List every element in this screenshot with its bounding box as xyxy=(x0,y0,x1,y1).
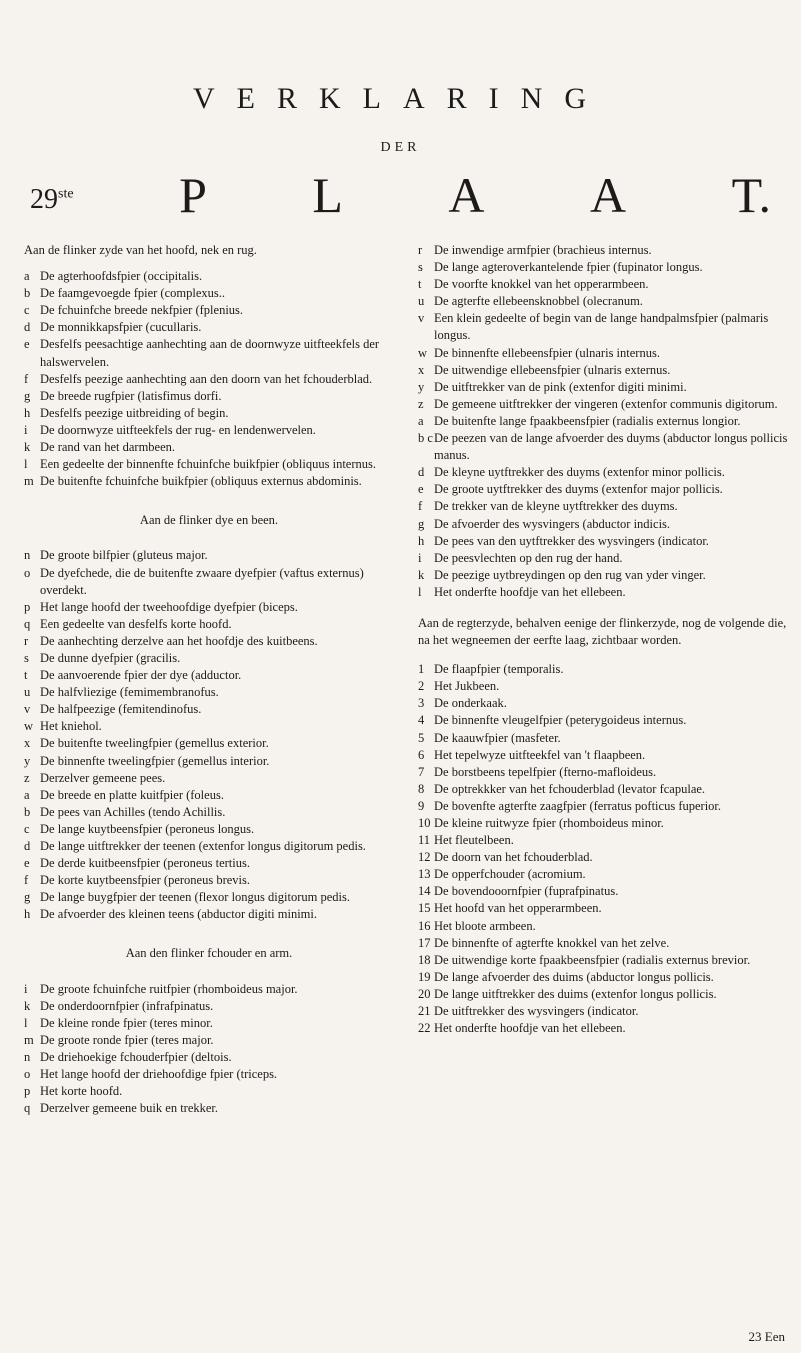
legend-item xyxy=(24,1049,394,1066)
legend-text: Een klein gedeelte of begin van de lange handpalmsfpier (palmaris longus. xyxy=(434,311,769,343)
legend-key: l xyxy=(24,457,28,472)
legend-text: De fchuinfche breede nekfpier (fplenius. xyxy=(40,303,244,318)
legend-key: 3 xyxy=(418,696,425,711)
legend-key: a xyxy=(24,787,30,802)
legend-key: f xyxy=(418,499,423,514)
legend-item xyxy=(24,998,394,1015)
legend-text: De groote fchuinfche ruitfpier (rhomboideus major. xyxy=(40,981,298,996)
legend-text: De binnenfte ellebeensfpier (ulnaris internus. xyxy=(434,345,660,360)
legend-item xyxy=(418,866,792,883)
legend-text: De buitenfte tweelingfpier (gemellus exterior. xyxy=(40,736,269,751)
legend-item xyxy=(418,712,792,729)
legend-text: De peezige uytbreydingen op den rug van yder vinger. xyxy=(434,567,706,582)
legend-key: h xyxy=(418,533,425,548)
legend-item xyxy=(418,798,792,815)
legend-key: q xyxy=(24,616,31,631)
legend-text: Derzelver gemeene buik en trekker. xyxy=(40,1101,219,1116)
legend-key: 17 xyxy=(418,935,431,950)
legend-item xyxy=(24,302,394,319)
legend-key: 2 xyxy=(418,679,425,694)
legend-item xyxy=(24,1032,394,1049)
legend-key: 6 xyxy=(418,747,425,762)
legend-text: Het tepelwyze uitfteekfel van 't flaapbeen. xyxy=(434,747,646,762)
legend-item xyxy=(418,747,792,764)
legend-key: 18 xyxy=(418,952,431,967)
legend-item xyxy=(24,456,394,473)
legend-item xyxy=(24,981,394,998)
legend-text: De voorfte knokkel van het opperarmbeen. xyxy=(434,277,649,292)
legend-key: w xyxy=(24,719,34,734)
legend-text: De inwendige armfpier (brachieus internus. xyxy=(434,243,652,257)
legend-key: 10 xyxy=(418,816,431,830)
legend-text: De afvoerder des kleinen teens (abductor digiti minimi. xyxy=(40,907,317,922)
legend-key: g xyxy=(24,890,31,905)
legend-key: d xyxy=(418,465,425,480)
legend-key: f xyxy=(24,371,29,386)
legend-item xyxy=(24,684,394,701)
legend-text: De rand van het darmbeen. xyxy=(40,440,176,455)
legend-item xyxy=(24,872,394,889)
der-subtitle: DER xyxy=(380,140,421,155)
legend-item xyxy=(24,735,394,752)
legend-key: i xyxy=(24,422,28,437)
legend-key: y xyxy=(24,753,31,768)
legend-text: De onderdoornfpier (infrafpinatus. xyxy=(40,998,214,1013)
legend-item xyxy=(418,584,792,601)
legend-text: De binnenfte of agterfte knokkel van het zelve. xyxy=(434,935,670,950)
legend-text: Het korte hoofd. xyxy=(40,1084,123,1099)
legend-text: Het onderfte hoofdje van het ellebeen. xyxy=(434,584,626,599)
legend-text: De uitftrekker des wysvingers (indicator. xyxy=(434,1004,639,1019)
legend-text: Het hoofd van het opperarmbeen. xyxy=(434,901,602,916)
legend-key: 5 xyxy=(418,730,425,745)
legend-text: De agterhoofdsfpier (occipitalis. xyxy=(40,269,203,284)
legend-key: m xyxy=(24,474,34,489)
legend-text: Het Jukbeen. xyxy=(434,679,500,694)
legend-text: De driehoekige fchouderfpier (deltois. xyxy=(40,1049,232,1064)
section-heading: Aan de flinker zyde van het hoofd, nek en rug. xyxy=(24,243,257,257)
legend-text: De onderkaak. xyxy=(434,696,507,711)
legend-item xyxy=(24,701,394,718)
legend-key: 7 xyxy=(418,764,425,779)
legend-text: De kleine ruitwyze fpier (rhomboideus minor. xyxy=(434,816,664,830)
legend-text: De afvoerder des wysvingers (abductor indicis. xyxy=(434,516,671,531)
legend-text: De kleine ronde fpier (teres minor. xyxy=(40,1015,213,1030)
legend-item xyxy=(418,730,792,747)
legend-key: l xyxy=(24,1015,28,1030)
legend-text: De flaapfpier (temporalis. xyxy=(434,662,564,677)
legend-item xyxy=(418,310,792,344)
legend-item xyxy=(24,838,394,855)
legend-item xyxy=(24,336,394,370)
legend-key: f xyxy=(24,873,29,888)
legend-text: Het lange hoofd der driehoofdige fpier (triceps. xyxy=(40,1067,278,1082)
legend-item xyxy=(418,900,792,917)
legend-key: s xyxy=(24,650,29,665)
legend-key: o xyxy=(24,1067,31,1082)
legend-item xyxy=(24,547,394,564)
legend-text: Desfelfs peesachtige aanhechting aan de doornwyze uitfteekfels der halswervelen. xyxy=(40,337,380,369)
legend-text: De groote bilfpier (gluteus major. xyxy=(40,548,208,563)
legend-item xyxy=(418,815,792,832)
legend-item xyxy=(24,422,394,439)
plaat-letter: A xyxy=(448,167,485,223)
legend-key: v xyxy=(418,311,425,326)
legend-key: z xyxy=(24,770,30,785)
legend-item xyxy=(24,565,394,599)
legend-text: De uitwendige ellebeensfpier (ulnaris externus. xyxy=(434,362,671,377)
plaat-letter: T. xyxy=(731,167,771,223)
legend-key: k xyxy=(418,567,425,582)
legend-text: De lange agteroverkantelende fpier (fupinator longus. xyxy=(434,260,703,275)
legend-key: d xyxy=(24,320,31,335)
legend-item xyxy=(24,473,394,490)
legend-text: Een gedeelte der binnenfte fchuinfche buikfpier (obliquus internus. xyxy=(40,457,376,472)
legend-key: k xyxy=(24,998,31,1013)
legend-text: De kleyne uytftrekker des duyms (extenfor minor pollicis. xyxy=(434,465,725,480)
legend-item xyxy=(418,764,792,781)
legend-key: c xyxy=(24,821,30,836)
section-paragraph: Aan de regterzyde, behalven eenige der flinkerzyde, nog de volgende die, na het wegneemen der eerfte laag, zichtbaar worden. xyxy=(418,615,787,648)
legend-item xyxy=(418,935,792,952)
legend-text: De monnikkapsfpier (cucullaris. xyxy=(40,320,202,335)
legend-key: c xyxy=(24,303,30,318)
legend-key: 8 xyxy=(418,781,425,796)
legend-item xyxy=(418,396,792,413)
legend-text: De trekker van de kleyne uytftrekker des duyms. xyxy=(434,499,678,514)
plaat-letter: L xyxy=(312,167,343,223)
legend-item xyxy=(24,1100,394,1117)
legend-text: De binnenfte vleugelfpier (peterygoideus internus. xyxy=(434,713,687,728)
legend-key: y xyxy=(418,379,425,394)
legend-item xyxy=(418,781,792,798)
legend-item xyxy=(24,1015,394,1032)
legend-text: De pees van Achilles (tendo Achillis. xyxy=(40,804,226,819)
legend-text: Een gedeelte van desfelfs korte hoofd. xyxy=(40,616,232,631)
legend-key: r xyxy=(24,633,29,648)
section-heading: Aan den flinker fchouder en arm. xyxy=(125,946,293,961)
legend-item xyxy=(24,405,394,422)
legend-key: v xyxy=(24,702,31,717)
legend-item xyxy=(24,388,394,405)
legend-item xyxy=(24,439,394,456)
legend-item xyxy=(418,661,792,678)
legend-text: De doornwyze uitfteekfels der rug- en lendenwervelen. xyxy=(40,422,316,437)
right-column xyxy=(418,242,792,1037)
legend-item xyxy=(24,906,394,923)
legend-text: De agterfte ellebeensknobbel (olecranum. xyxy=(434,294,643,309)
legend-text: De uitwendige korte fpaakbeensfpier (radialis externus brevior. xyxy=(434,952,751,967)
legend-key: a xyxy=(418,413,424,428)
legend-item xyxy=(418,362,792,379)
legend-key: e xyxy=(24,856,30,871)
legend-item xyxy=(24,1083,394,1100)
legend-text: Het bloote armbeen. xyxy=(434,918,536,933)
legend-item xyxy=(24,787,394,804)
legend-item xyxy=(418,678,792,695)
legend-text: De buitenfte fchuinfche buikfpier (obliquus externus abdominis. xyxy=(40,474,362,489)
legend-key: x xyxy=(418,362,425,377)
legend-item xyxy=(24,1066,394,1083)
section-heading: Aan de flinker dye en been. xyxy=(139,513,279,528)
legend-key: 21 xyxy=(418,1004,431,1019)
legend-text: Het lange hoofd der tweehoofdige dyefpier (biceps. xyxy=(40,599,298,614)
legend-item xyxy=(418,986,792,1003)
legend-text: De dyefchede, die de buitenfte zwaare dyefpier (vaftus externus) overdekt. xyxy=(40,565,364,597)
legend-key: 15 xyxy=(418,901,431,916)
legend-key: g xyxy=(24,388,31,403)
legend-item xyxy=(24,650,394,667)
legend-key: a xyxy=(24,269,30,284)
legend-text: De lange kuytbeensfpier (peroneus longus. xyxy=(40,821,255,836)
legend-item xyxy=(24,770,394,787)
legend-item xyxy=(418,276,792,293)
legend-text: De buitenfte lange fpaakbeensfpier (radialis externus longior. xyxy=(434,413,741,428)
legend-key: 16 xyxy=(418,918,431,933)
legend-item xyxy=(418,1003,792,1020)
legend-item xyxy=(418,695,792,712)
legend-text: De groote uytftrekker des duyms (extenfor major pollicis. xyxy=(434,482,723,497)
legend-item xyxy=(418,293,792,310)
legend-item xyxy=(24,667,394,684)
legend-text: De lange uitftrekker der teenen (extenfor longus digitorum pedis. xyxy=(40,839,366,853)
legend-key: m xyxy=(24,1032,34,1047)
legend-key: i xyxy=(24,981,28,996)
legend-text: De lange buygfpier der teenen (flexor longus digitorum pedis. xyxy=(40,890,350,905)
legend-item xyxy=(418,918,792,935)
legend-text: De kaauwfpier (masfeter. xyxy=(434,730,561,745)
plaat-letter: P xyxy=(179,167,207,223)
legend-item xyxy=(418,533,792,550)
legend-key: b xyxy=(24,286,31,301)
left-column xyxy=(24,242,394,1117)
legend-key: s xyxy=(418,260,423,275)
legend-text: De peesvlechten op den rug der hand. xyxy=(434,550,623,565)
legend-item xyxy=(418,379,792,396)
legend-key: n xyxy=(24,1049,31,1064)
legend-key: 12 xyxy=(418,850,431,865)
legend-item xyxy=(24,285,394,302)
legend-item xyxy=(24,718,394,735)
legend-text: De dunne dyefpier (gracilis. xyxy=(40,650,181,665)
legend-item xyxy=(24,821,394,838)
legend-item xyxy=(24,804,394,821)
legend-key: o xyxy=(24,565,31,580)
legend-text: De gemeene uitftrekker der vingeren (extenfor communis digitorum. xyxy=(434,396,778,411)
plaat-letter: A xyxy=(590,167,627,223)
catchword: 23 Een xyxy=(748,1329,785,1344)
legend-item xyxy=(24,599,394,616)
legend-text: De bovendooornfpier (fuprafpinatus. xyxy=(434,884,619,899)
legend-key: 9 xyxy=(418,798,425,813)
legend-text: De uitftrekker van de pink (extenfor digiti minimi. xyxy=(434,379,687,394)
legend-key: p xyxy=(24,599,31,614)
legend-text: De korte kuytbeensfpier (peroneus brevis. xyxy=(40,873,250,888)
legend-key: h xyxy=(24,405,31,420)
legend-key: z xyxy=(418,396,424,411)
legend-item xyxy=(418,832,792,849)
legend-text: De aanvoerende fpier der dye (adductor. xyxy=(40,668,242,683)
legend-text: De derde kuitbeensfpier (peroneus tertius. xyxy=(40,856,250,871)
legend-item xyxy=(24,753,394,770)
legend-text: De bovenfte agterfte zaagfpier (ferratus pofticus fuperior. xyxy=(434,798,722,813)
legend-key: l xyxy=(418,584,422,599)
legend-item xyxy=(418,567,792,584)
legend-key: k xyxy=(24,440,31,455)
legend-text: De optrekkker van het fchouderblad (levator fcapulae. xyxy=(434,781,706,796)
legend-key: r xyxy=(418,243,423,257)
legend-key: q xyxy=(24,1101,31,1116)
legend-item xyxy=(418,464,792,481)
legend-text: Het fleutelbeen. xyxy=(434,833,514,848)
legend-key: p xyxy=(24,1084,31,1099)
legend-item xyxy=(418,345,792,362)
legend-key: 1 xyxy=(418,662,425,677)
legend-key: b c xyxy=(418,431,433,446)
legend-item xyxy=(418,481,792,498)
legend-key: 11 xyxy=(418,833,431,848)
legend-item xyxy=(24,633,394,650)
legend-text: De aanhechting derzelve aan het hoofdje des kuitbeens. xyxy=(40,633,318,648)
legend-item xyxy=(418,413,792,430)
legend-key: t xyxy=(418,277,422,292)
legend-text: De binnenfte tweelingfpier (gemellus interior. xyxy=(40,753,270,768)
legend-item xyxy=(418,952,792,969)
legend-item xyxy=(24,889,394,906)
legend-text: De borstbeens tepelfpier (fterno-mafloideus. xyxy=(434,764,657,779)
legend-key: u xyxy=(24,685,31,700)
legend-item xyxy=(418,430,792,464)
legend-text: Desfelfs peezige aanhechting aan den doorn van het fchouderblad. xyxy=(40,371,373,386)
legend-key: e xyxy=(24,337,30,352)
legend-text: De peezen van de lange afvoerder des duyms (abductor longus pollicis manus. xyxy=(434,431,788,463)
legend-item xyxy=(418,550,792,567)
legend-key: h xyxy=(24,907,31,922)
legend-text: De opperfchouder (acromium. xyxy=(434,867,586,882)
legend-key: d xyxy=(24,839,31,853)
legend-text: De lange afvoerder des duims (abductor longus pollicis. xyxy=(434,969,714,984)
legend-key: n xyxy=(24,548,31,563)
legend-key: i xyxy=(418,550,422,565)
verklaring-title: VERKLARING xyxy=(193,82,608,115)
legend-text: De pees van den uytftrekker des wysvingers (indicator. xyxy=(434,533,709,548)
legend-item xyxy=(24,855,394,872)
legend-key: x xyxy=(24,736,31,751)
legend-key: g xyxy=(418,516,425,531)
legend-text: De halfpeezige (femitendinofus. xyxy=(40,702,202,717)
legend-item xyxy=(24,371,394,388)
plate-number: 29ste xyxy=(30,184,74,215)
legend-text: Desfelfs peezige uitbreiding of begin. xyxy=(40,405,229,420)
legend-key: b xyxy=(24,804,31,819)
legend-item xyxy=(24,268,394,285)
legend-text: De doorn van het fchouderblad. xyxy=(434,850,593,865)
legend-item xyxy=(418,1020,792,1037)
legend-key: 22 xyxy=(418,1021,431,1036)
legend-item xyxy=(418,969,792,986)
legend-key: 14 xyxy=(418,884,431,899)
legend-key: 4 xyxy=(418,713,425,728)
legend-item xyxy=(24,319,394,336)
legend-item xyxy=(418,259,792,276)
legend-text: De groote ronde fpier (teres major. xyxy=(40,1032,214,1047)
legend-text: De breede rugfpier (latisfimus dorfi. xyxy=(40,388,222,403)
legend-text: Het onderfte hoofdje van het ellebeen. xyxy=(434,1021,626,1036)
legend-key: 13 xyxy=(418,867,431,882)
legend-text: De breede en platte kuitfpier (foleus. xyxy=(40,787,224,802)
legend-key: t xyxy=(24,668,28,683)
legend-item xyxy=(24,616,394,633)
legend-text: De faamgevoegde fpier (complexus.. xyxy=(40,286,225,301)
legend-text: Het kniehol. xyxy=(40,719,102,734)
legend-key: u xyxy=(418,294,425,309)
legend-text: De lange uitftrekker des duims (extenfor longus pollicis. xyxy=(434,986,717,1001)
legend-item xyxy=(418,498,792,515)
legend-key: 19 xyxy=(418,969,431,984)
legend-key: 20 xyxy=(418,986,431,1001)
legend-item xyxy=(418,849,792,866)
legend-text: De halfvliezige (femimembranofus. xyxy=(40,685,219,700)
legend-item xyxy=(418,242,792,259)
legend-text: Derzelver gemeene pees. xyxy=(40,770,166,785)
legend-key: w xyxy=(418,345,428,360)
legend-item xyxy=(418,516,792,533)
plate-title xyxy=(30,166,771,236)
legend-key: e xyxy=(418,482,424,497)
legend-item xyxy=(418,883,792,900)
